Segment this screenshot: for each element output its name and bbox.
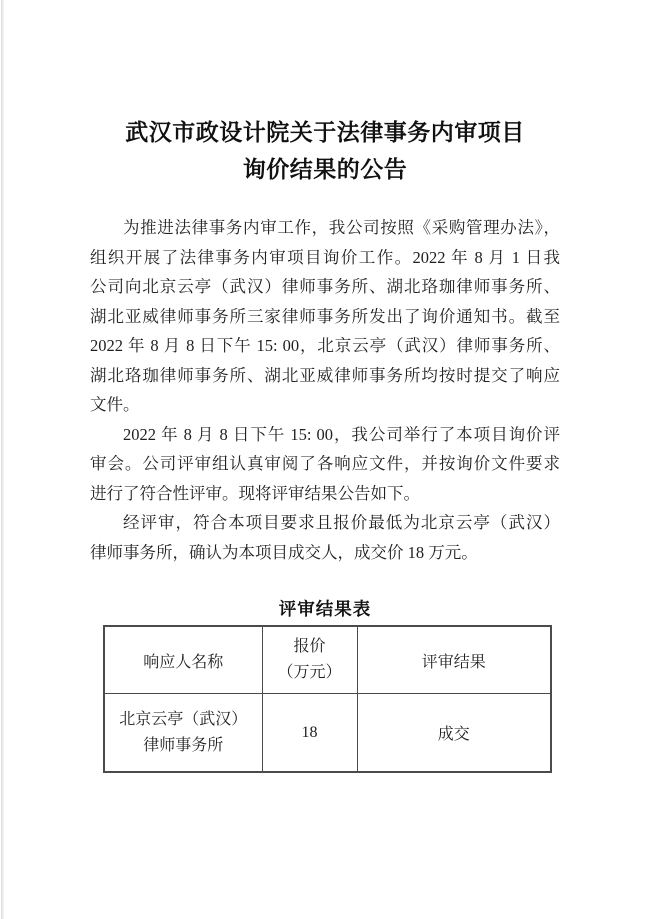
paragraph-line: 审会。公司评审组认真审阅了各响应文件，并按询价文件要求 — [90, 454, 560, 473]
table-header-respondent: 响应人名称 — [104, 626, 262, 694]
paragraph-line: 进行了符合性评审。现将评审结果公告如下。 — [90, 483, 420, 503]
table-header-price — [262, 626, 357, 694]
paragraph-line: 组织开展了法律事务内审项目询价工作。2022 年 8 月 1 日我 — [90, 247, 560, 267]
paragraph-line: 文件。 — [90, 395, 140, 414]
paragraph-line: 2022 年 8 月 8 日下午 15: 00，北京云亭（武汉）律师事务所、 — [90, 336, 560, 355]
table-header-price-line2: （万元） — [277, 664, 342, 681]
paragraph-line: 公司向北京云亭（武汉）律师事务所、湖北珞珈律师事务所、 — [90, 277, 560, 296]
doc-title — [0, 114, 650, 188]
paragraph-line: 律师事务所，确认为本项目成交人，成交价 18 万元。 — [90, 542, 478, 562]
review-result-table — [103, 625, 552, 773]
paragraph-line: 2022 年 8 月 8 日下午 15: 00，我公司举行了本项目询价评 — [123, 424, 560, 444]
result-cell: 成交 — [357, 694, 551, 773]
table-row — [104, 694, 551, 773]
respondent-name-line1: 北京云亭（武汉） — [119, 710, 248, 728]
table-caption: 评审结果表 — [278, 599, 372, 619]
paragraph-line: 湖北亚威律师事务所三家律师事务所发出了询价通知书。截至 — [90, 306, 560, 326]
table-header-result: 评审结果 — [357, 626, 551, 694]
doc-title-line-1: 武汉市政设计院关于法律事务内审项目 — [125, 119, 525, 145]
paragraph-line: 为推进法律事务内审工作，我公司按照《采购管理办法》， — [123, 218, 560, 237]
respondent-name-cell — [104, 694, 262, 773]
doc-title-line-2: 询价结果的公告 — [242, 156, 408, 182]
body-text — [90, 213, 560, 567]
paragraph-line: 湖北珞珈律师事务所、湖北亚威律师事务所均按时提交了响应 — [90, 365, 560, 385]
paragraph-line: 经评审，符合本项目要求且报价最低为北京云亭（武汉） — [123, 513, 560, 532]
table-header-row — [104, 626, 551, 694]
table-header-price-line1: 报价 — [293, 638, 326, 655]
price-cell: 18 — [262, 694, 357, 773]
respondent-name-line2: 律师事务所 — [143, 736, 224, 754]
